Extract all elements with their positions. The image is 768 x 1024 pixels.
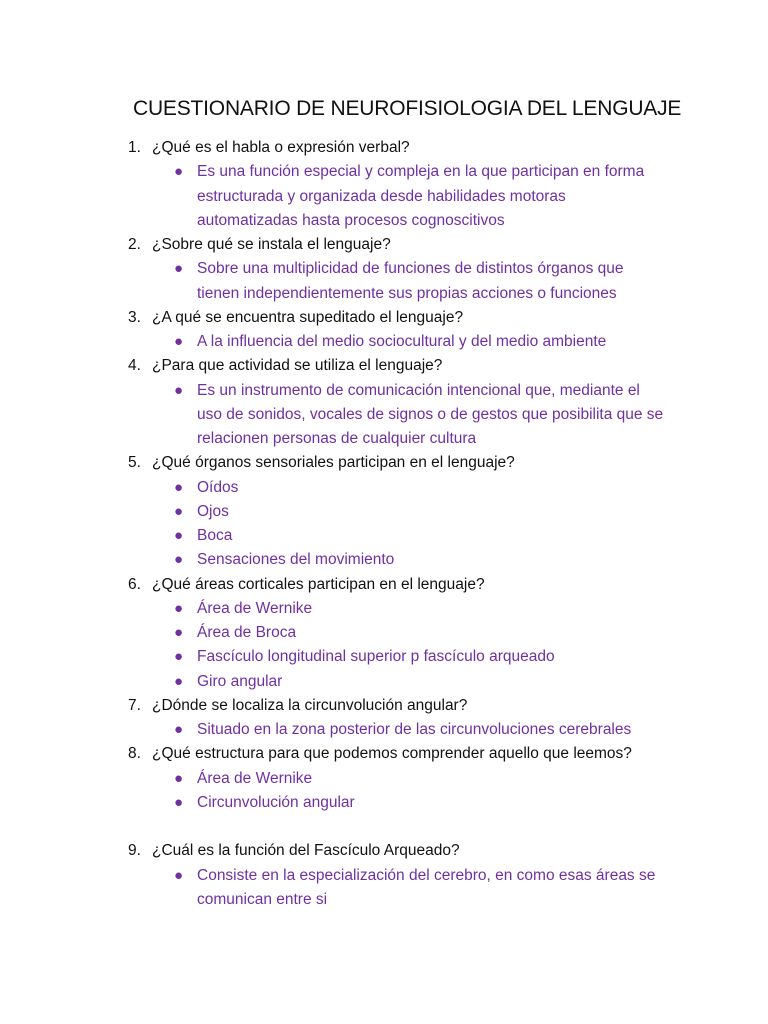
answer-text: Giro angular [197,672,283,690]
question-item [0,451,768,572]
answer-text: Boca [197,527,233,545]
question-item [0,839,768,912]
answer-item [0,864,667,912]
answer-item [0,597,667,621]
question-list [0,136,768,912]
answer-list [0,160,768,233]
question-number: 3. [128,308,141,326]
question-item [0,233,768,306]
answer-text: Situado en la zona posterior de las circunvoluciones cerebrales [197,721,632,739]
answer-text: Es una función especial y compleja en la que participan en forma estructurada y organizada desde habilidades motoras automatizadas hasta procesos cognoscitivos [197,163,645,229]
answer-list [0,330,768,354]
question-number: 6. [128,575,141,593]
answer-list [0,767,768,815]
bullet-icon: ● [174,260,184,278]
question-item [0,742,768,839]
bullet-icon: ● [174,551,184,569]
answer-list [0,864,768,912]
question-text: ¿Qué es el habla o expresión verbal? [152,139,410,156]
answer-item [0,524,667,548]
question-number: 4. [128,357,141,375]
answer-list [0,476,768,573]
bullet-icon: ● [174,527,184,545]
question-text: ¿Qué estructura para que podemos comprender aquello que leemos? [152,745,632,763]
answer-text: Ojos [197,502,229,520]
bullet-icon: ● [174,721,184,739]
answer-text: Área de Wernike [197,599,313,617]
answer-text: Consiste en la especialización del cerebro, en como esas áreas se comunican entre si [197,866,656,908]
bullet-icon: ● [174,599,184,617]
question-item [0,306,768,355]
question-number: 9. [128,842,141,860]
question-item [0,136,768,233]
answer-item [0,718,667,742]
answer-text: Área de Wernike [197,769,313,787]
question-item [0,694,768,743]
answer-item [0,476,667,500]
answer-item [0,379,667,452]
answer-item [0,621,667,645]
answer-item [0,670,667,694]
document-title: CUESTIONARIO DE NEUROFISIOLOGIA DEL LENGUAJE [133,97,682,120]
question-number: 7. [128,696,141,714]
bullet-icon: ● [174,333,184,351]
answer-list [0,379,768,452]
bullet-icon: ● [174,793,184,811]
question-item [0,354,768,451]
answer-list [0,718,768,742]
question-number: 8. [128,745,141,763]
question-text: ¿Qué órganos sensoriales participan en el lenguaje? [152,454,515,472]
bullet-icon: ● [174,672,184,690]
answer-item [0,548,667,572]
answer-item [0,257,667,305]
question-number: 2. [128,236,141,253]
bullet-icon: ● [174,381,184,399]
answer-text: A la influencia del medio sociocultural y del medio ambiente [197,333,607,351]
bullet-icon: ● [174,866,184,884]
bullet-icon: ● [174,648,184,666]
answer-text: Área de Broca [197,624,297,642]
answer-item [0,500,667,524]
question-text: ¿A qué se encuentra supeditado el lenguaje? [152,308,464,326]
question-number: 5. [128,454,141,472]
question-item [0,573,768,694]
question-text: ¿Dónde se localiza la circunvolución angular? [152,696,468,714]
bullet-icon: ● [174,502,184,520]
answer-list [0,257,768,305]
question-text: ¿Para que actividad se utiliza el lenguaje? [152,357,443,375]
answer-item [0,160,667,233]
bullet-icon: ● [174,478,184,496]
bullet-icon: ● [174,769,184,787]
question-text: ¿Qué áreas corticales participan en el lenguaje? [152,575,485,593]
paragraph-spacer [0,815,768,839]
bullet-icon: ● [174,163,184,181]
answer-text: Es un instrumento de comunicación intencional que, mediante el uso de sonidos, vocales de signos o de gestos que posibilita que se relacionen personas de cualquier cultura [197,381,664,448]
bullet-icon: ● [174,624,184,642]
answer-item [0,330,667,354]
answer-list [0,597,768,694]
answer-item [0,791,667,815]
answer-item [0,767,667,791]
answer-text: Circunvolución angular [197,793,355,811]
answer-text: Oídos [197,478,239,496]
question-text: ¿Sobre qué se instala el lenguaje? [152,236,391,253]
answer-text: Fascículo longitudinal superior p fascículo arqueado [197,648,555,666]
answer-text: Sobre una multiplicidad de funciones de distintos órganos que tienen independientemente sus propias acciones o funciones [197,260,624,302]
question-text: ¿Cuál es la función del Fascículo Arqueado? [152,842,460,860]
answer-text: Sensaciones del movimiento [197,551,395,569]
question-number: 1. [128,139,141,156]
answer-item [0,645,667,669]
